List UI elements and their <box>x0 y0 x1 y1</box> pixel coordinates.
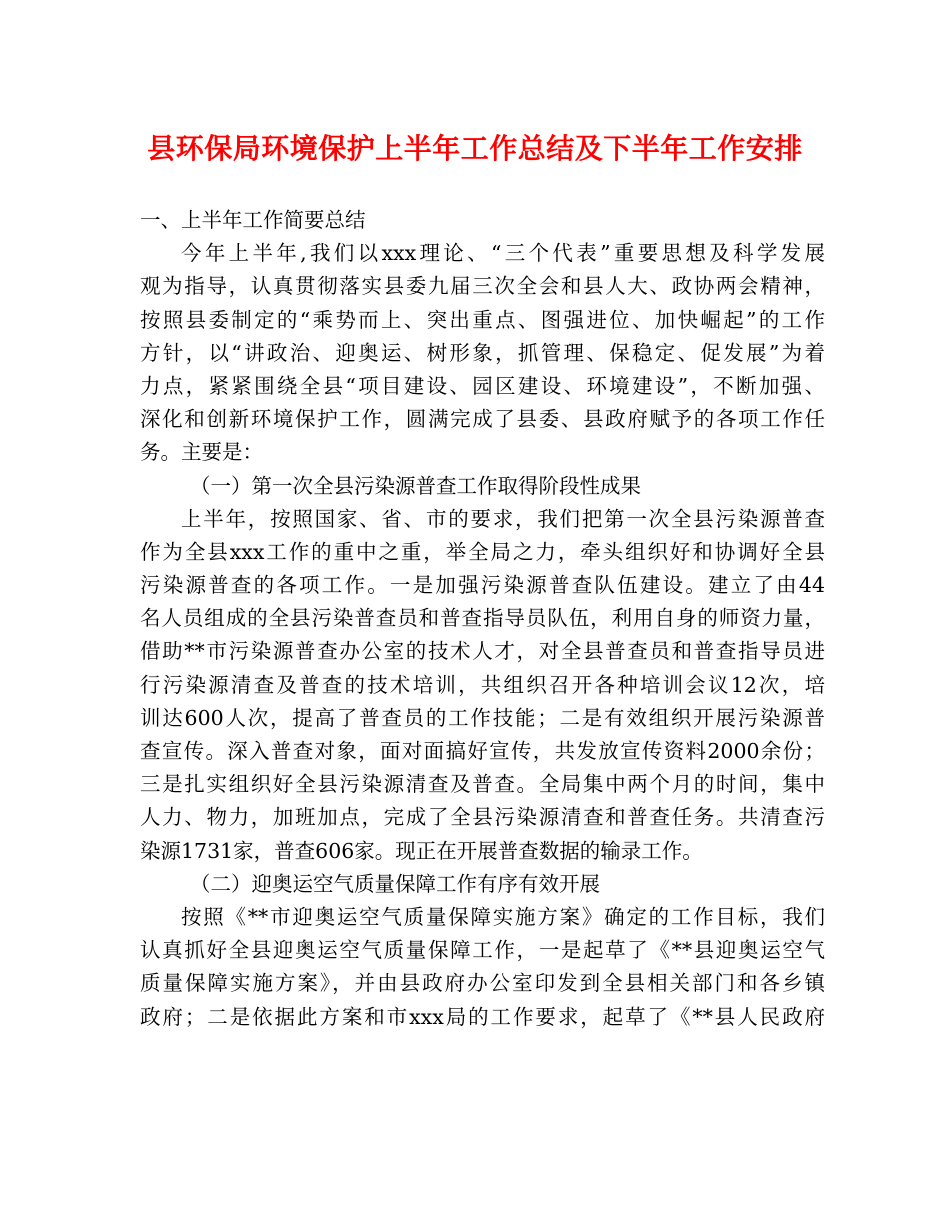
paragraph-line: 深化和创新环境保护工作，圆满完成了县委、县政府赋予的各项工作任 <box>140 407 825 432</box>
subsection-heading: （二）迎奥运空气质量保障工作有序有效开展 <box>190 871 600 896</box>
paragraph-line: 力点，紧紧围绕全县“项目建设、园区建设、环境建设”，不断加强、 <box>140 373 825 398</box>
paragraph-line: 观为指导，认真贯彻落实县委九届三次全会和县人大、政协两会精神， <box>140 274 825 299</box>
paragraph-line: 今年上半年,我们以xxx理论、“三个代表”重要思想及科学发展 <box>181 241 825 266</box>
paragraph-line: 务。主要是： <box>140 440 263 465</box>
paragraph-line: 质量保障实施方案》，并由县政府办公室印发到全县相关部门和各乡镇 <box>140 971 825 996</box>
paragraph-line: 按照《**市迎奥运空气质量保障实施方案》确定的工作目标，我们 <box>181 904 825 929</box>
paragraph-line: 查宣传。深入普查对象，面对面搞好宣传，共发放宣传资料2000余份； <box>140 739 825 763</box>
subsection-heading: （一）第一次全县污染源普查工作取得阶段性成果 <box>190 473 641 498</box>
paragraph-line: 名人员组成的全县污染普查员和普查指导员队伍，利用自身的师资力量， <box>140 606 825 631</box>
paragraph-line: 作为全县xxx工作的重中之重，举全局之力，牵头组织好和协调好全县 <box>140 539 825 564</box>
paragraph-line: 污染源普查的各项工作。一是加强污染源普查队伍建设。建立了由44 <box>140 573 825 598</box>
paragraph-line: 染源1731家，普查606家。现正在开展普查数据的输录工作。 <box>140 838 703 863</box>
paragraph-line: 训达600人次，提高了普查员的工作技能；二是有效组织开展污染源普 <box>140 705 825 730</box>
paragraph-line: 上半年，按照国家、省、市的要求，我们把第一次全县污染源普查 <box>181 506 825 531</box>
paragraph-line: 三是扎实组织好全县污染源清查及普查。全局集中两个月的时间，集中 <box>140 772 825 797</box>
paragraph-line: 按照县委制定的“乘势而上、突出重点、图强进位、加快崛起”的工作 <box>140 307 825 332</box>
document-body <box>140 204 825 1034</box>
section-heading: 一、上半年工作简要总结 <box>140 208 366 232</box>
paragraph-line: 政府；二是依据此方案和市xxx局的工作要求，起草了《**县人民政府 <box>140 1004 825 1029</box>
paragraph-line: 借助**市污染源普查办公室的技术人才，对全县普查员和普查指导员进 <box>140 639 825 664</box>
paragraph-line: 方针，以“讲政治、迎奥运、树形象，抓管理、保稳定、促发展”为着 <box>140 340 825 365</box>
paragraph-line: 人力、物力，加班加点，完成了全县污染源清查和普查任务。共清查污 <box>140 805 825 830</box>
paragraph-line: 行污染源清查及普查的技术培训，共组织召开各种培训会议12次，培 <box>140 672 825 697</box>
document-title: 县环保局环境保护上半年工作总结及下半年工作安排 <box>147 132 803 165</box>
paragraph-line: 认真抓好全县迎奥运空气质量保障工作，一是起草了《**县迎奥运空气 <box>140 938 825 963</box>
